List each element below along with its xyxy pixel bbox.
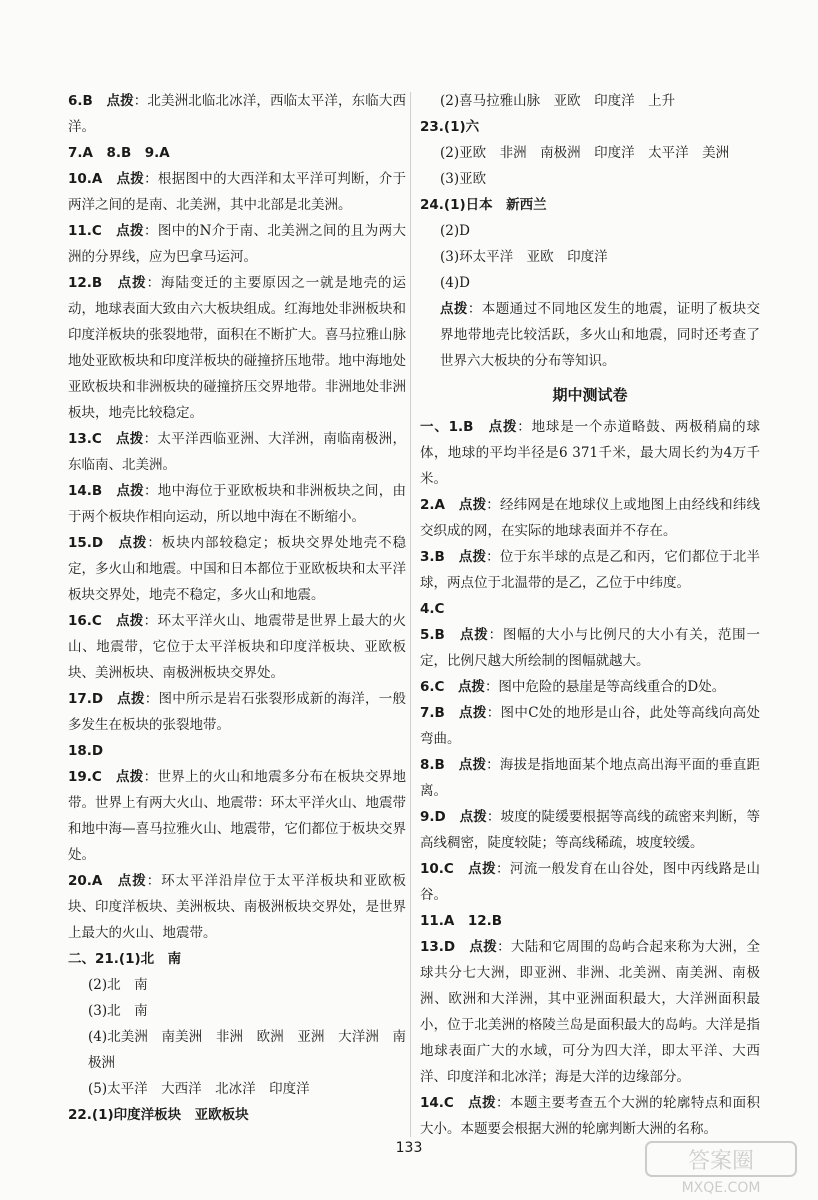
answer-number: 3.B xyxy=(420,549,445,565)
q22-line: 22.(1)印度洋板块 亚欧板块 xyxy=(68,1107,249,1123)
answer-number: 17.D xyxy=(68,691,104,707)
page-number: 133 xyxy=(395,1140,423,1156)
column-divider xyxy=(410,92,411,1137)
hint-label: 点拨 xyxy=(457,679,485,695)
hint-label: 点拨 xyxy=(116,223,144,239)
answer-item xyxy=(420,700,760,752)
hint-label: 点拨 xyxy=(488,419,518,435)
part2-heading: 二、21.(1)北 南 xyxy=(68,951,182,967)
answer-number: 9.D xyxy=(420,809,446,825)
answer-text: ：环太平洋沿岸位于太平洋板块和亚欧板块、印度洋板块、美洲板块、南极洲板块交界处，是世界上最大的火山、地震带。 xyxy=(68,873,407,941)
answer-text: ：北美洲北临北冰洋，西临太平洋，东临大西洋。 xyxy=(68,93,407,135)
answer-text: ：图中所示是岩石张裂形成新的海洋，一般多发生在板块的张裂地带。 xyxy=(68,691,407,733)
answer-item xyxy=(68,478,406,530)
answer-item xyxy=(420,908,760,934)
sub-answer-line: (5)太平洋 大西洋 北冰洋 印度洋 xyxy=(88,1081,310,1097)
sub-answer-line: (4)北美洲 南美洲 非洲 欧洲 亚洲 大洋洲 南极洲 xyxy=(88,1029,406,1071)
answer-text: ：根据图中的大西洋和太平洋可判断，介于两洋之间的是南、北美洲，其中北部是北美洲。 xyxy=(68,171,407,213)
answer-number: 8.B xyxy=(420,757,445,773)
left-answer-list xyxy=(68,88,406,946)
q23-line: 23.(1)六 xyxy=(420,119,480,135)
sub-answer-line: (3)北 南 xyxy=(88,1003,148,1019)
answer-text: ：太平洋西临亚洲、大洋洲，南临南极洲，东临南、北美洲。 xyxy=(68,431,407,473)
answer-number: 6.B xyxy=(68,93,93,109)
answer-number: 4.C xyxy=(420,601,445,617)
hint-label: 点拨 xyxy=(459,627,489,643)
hint-label: 点拨 xyxy=(116,171,145,187)
hint-label: 点拨 xyxy=(468,861,497,877)
answer-number: 19.C xyxy=(68,769,102,785)
answer-item xyxy=(420,544,760,596)
answer-number: 14.C xyxy=(420,1095,454,1111)
answer-item xyxy=(68,426,406,478)
answer-number: 6.C xyxy=(420,679,445,695)
answer-number: 14.B xyxy=(68,483,103,499)
answer-number: 12.B xyxy=(68,275,103,291)
hint-label: 点拨 xyxy=(117,275,147,291)
svg-text:答案圈: 答案圈 xyxy=(687,1149,755,1174)
answer-text: ：河流一般发育在山谷处，图中丙线路是山谷。 xyxy=(420,861,761,903)
answer-number: 11.C xyxy=(68,223,102,239)
answer-text: ：地中海位于亚欧板块和非洲板块之间，由于两个板块作相向运动，所以地中海在不断缩小。 xyxy=(68,483,407,525)
answer-text: ：图中C处的地形是山谷，此处等高线向高处弯曲。 xyxy=(420,705,760,747)
hint-label: 点拨 xyxy=(117,691,145,707)
answer-text: ：海陆变迁的主要原因之一就是地壳的运动，地球表面大致由六大板块组成。红海地处非洲板块和印度洋板块的张裂地带，面积在不断扩大。喜马拉雅山脉地处亚欧板块和印度洋板块的碰撞挤压地带。地中海地处亚欧板块和非洲板块的碰撞挤压交界地带。非洲地处非洲板块，地壳比较稳定。 xyxy=(68,275,407,421)
answer-text: ：地球是一个赤道略鼓、两极稍扁的球体，地球的平均半径是6 371千米，最大周长约为4万千米。 xyxy=(420,419,761,487)
answer-text: ：图中危险的悬崖是等高线重合的D处。 xyxy=(484,679,726,695)
answer-number: 18.D xyxy=(68,743,104,759)
left-column xyxy=(68,88,406,1128)
answer-number: 16.C xyxy=(68,613,102,629)
answer-item xyxy=(68,738,406,764)
watermark-logo xyxy=(644,1138,804,1196)
hint-label: 点拨 xyxy=(468,1095,497,1111)
answer-text: ：大陆和它周围的岛屿合起来称为大洲，全球共分七大洲，即亚洲、非洲、北美洲、南美洲、南极洲、欧洲和大洋洲，其中亚洲面积最大，大洋洲面积最小，位于北美洲的格陵兰岛是面积最大的岛屿。大洋是指地球表面广大的水域，可分为四大洋，即太平洋、大西洋、印度洋和北冰洋；海是大洋的边缘部分。 xyxy=(420,939,761,1085)
answer-number: 15.D xyxy=(68,535,104,551)
answer-number: 7.A 8.B 9.A xyxy=(68,145,170,161)
sub-answer-line: (3)亚欧 xyxy=(440,171,487,187)
q24-note: 点拨：本题通过不同地区发生的地震，证明了板块交界地带地壳比较活跃，多火山和地震，同时还考查了世界六大板块的分布等知识。 xyxy=(440,301,761,369)
answer-item xyxy=(68,140,406,166)
q22-part2: (2)喜马拉雅山脉 亚欧 印度洋 上升 xyxy=(440,93,676,109)
q24-lines xyxy=(420,218,760,296)
hint-label: 点拨 xyxy=(459,809,487,825)
answer-number: 一、1.B xyxy=(420,419,474,435)
answer-item xyxy=(420,752,760,804)
answer-text: ：板块内部较稳定；板块交界处地壳不稳定，多火山和地震。中国和日本都位于亚欧板块和太平洋板块交界处，地壳不稳定，多火山和地震。 xyxy=(68,535,407,603)
hint-label: 点拨 xyxy=(116,483,144,499)
hint-label: 点拨 xyxy=(118,535,148,551)
part2-lines xyxy=(68,972,406,1102)
hint-label: 点拨 xyxy=(115,769,144,785)
answer-item xyxy=(420,596,760,622)
answer-text: ：坡度的陡缓要根据等高线的疏密来判断，等高线稠密，陡度较陡；等高线稀疏，坡度较缓。 xyxy=(420,809,761,851)
hint-label: 点拨 xyxy=(458,497,487,513)
hint-label: 点拨 xyxy=(458,757,487,773)
answer-item xyxy=(68,608,406,686)
sub-answer-line: (2)D xyxy=(440,223,470,239)
answer-number: 2.A xyxy=(420,497,445,513)
answer-number: 10.C xyxy=(420,861,454,877)
hint-label: 点拨 xyxy=(458,549,487,565)
answer-text: ：图幅的大小与比例尺的大小有关，范围一定，比例尺越大所绘制的图幅就越大。 xyxy=(420,627,761,669)
hint-label: 点拨 xyxy=(115,613,144,629)
answer-text: ：位于东半球的点是乙和丙，它们都位于北半球，两点位于北温带的是乙，乙位于中纬度。 xyxy=(420,549,761,591)
answer-item xyxy=(420,622,760,674)
answer-item xyxy=(420,856,760,908)
answer-number: 13.C xyxy=(68,431,102,447)
q24-line: 24.(1)日本 新西兰 xyxy=(420,197,547,213)
answer-item xyxy=(68,166,406,218)
answer-item xyxy=(68,270,406,426)
answer-item xyxy=(420,674,760,700)
sub-answer-line: (2)亚欧 非洲 南极洲 印度洋 太平洋 美洲 xyxy=(440,145,730,161)
answer-text: ：环太平洋火山、地震带是世界上最大的火山、地震带，它位于太平洋板块和印度洋板块、亚欧板块、美洲板块、南极洲板块交界处。 xyxy=(68,613,407,681)
answer-number: 10.A xyxy=(68,171,103,187)
answer-text: ：经纬网是在地球仪上或地图上由经线和纬线交织成的网，在实际的地球表面并不存在。 xyxy=(420,497,761,539)
sub-answer-line: (3)环太平洋 亚欧 印度洋 xyxy=(440,249,608,265)
answer-item xyxy=(68,88,406,140)
section-title: 期中测试卷 xyxy=(552,386,628,404)
answer-number: 11.A 12.B xyxy=(420,913,503,929)
hint-label: 点拨 xyxy=(459,705,487,721)
answer-number: 20.A xyxy=(68,873,103,889)
answer-item xyxy=(420,804,760,856)
hint-label: 点拨 xyxy=(469,939,498,955)
sub-answer-line: (4)D xyxy=(440,275,470,291)
svg-text:MXQE.COM: MXQE.COM xyxy=(681,1180,761,1196)
hint-label: 点拨 xyxy=(115,431,144,447)
answer-item xyxy=(68,686,406,738)
answer-item xyxy=(68,868,406,946)
answer-item xyxy=(420,492,760,544)
right-column xyxy=(420,88,760,1142)
q23-lines xyxy=(420,140,760,192)
hint-label: 点拨 xyxy=(117,873,147,889)
answer-item xyxy=(420,1090,760,1142)
answer-number: 7.B xyxy=(420,705,445,721)
answer-item xyxy=(68,218,406,270)
answer-item xyxy=(68,530,406,608)
answer-text: ：本题主要考查五个大洲的轮廓特点和面积大小。本题要会根据大洲的轮廓判断大洲的名称。 xyxy=(420,1095,761,1137)
sub-answer-line: (2)北 南 xyxy=(88,977,148,993)
answer-number: 5.B xyxy=(420,627,445,643)
answer-item xyxy=(420,934,760,1090)
answer-item xyxy=(420,414,760,492)
hint-label: 点拨 xyxy=(106,93,134,109)
answer-text: ：世界上的火山和地震多分布在板块交界地带。世界上有两大火山、地震带：环太平洋火山、地震带和地中海—喜马拉雅火山、地震带，它们都位于板块交界处。 xyxy=(68,769,407,863)
answer-item xyxy=(68,764,406,868)
answer-text: ：图中的N介于南、北美洲之间的且为两大洲的分界线，应为巴拿马运河。 xyxy=(68,223,407,265)
answer-text: ：海拔是指地面某个地点高出海平面的垂直距离。 xyxy=(420,757,761,799)
answer-number: 13.D xyxy=(420,939,456,955)
right-answer-list xyxy=(420,414,760,1142)
